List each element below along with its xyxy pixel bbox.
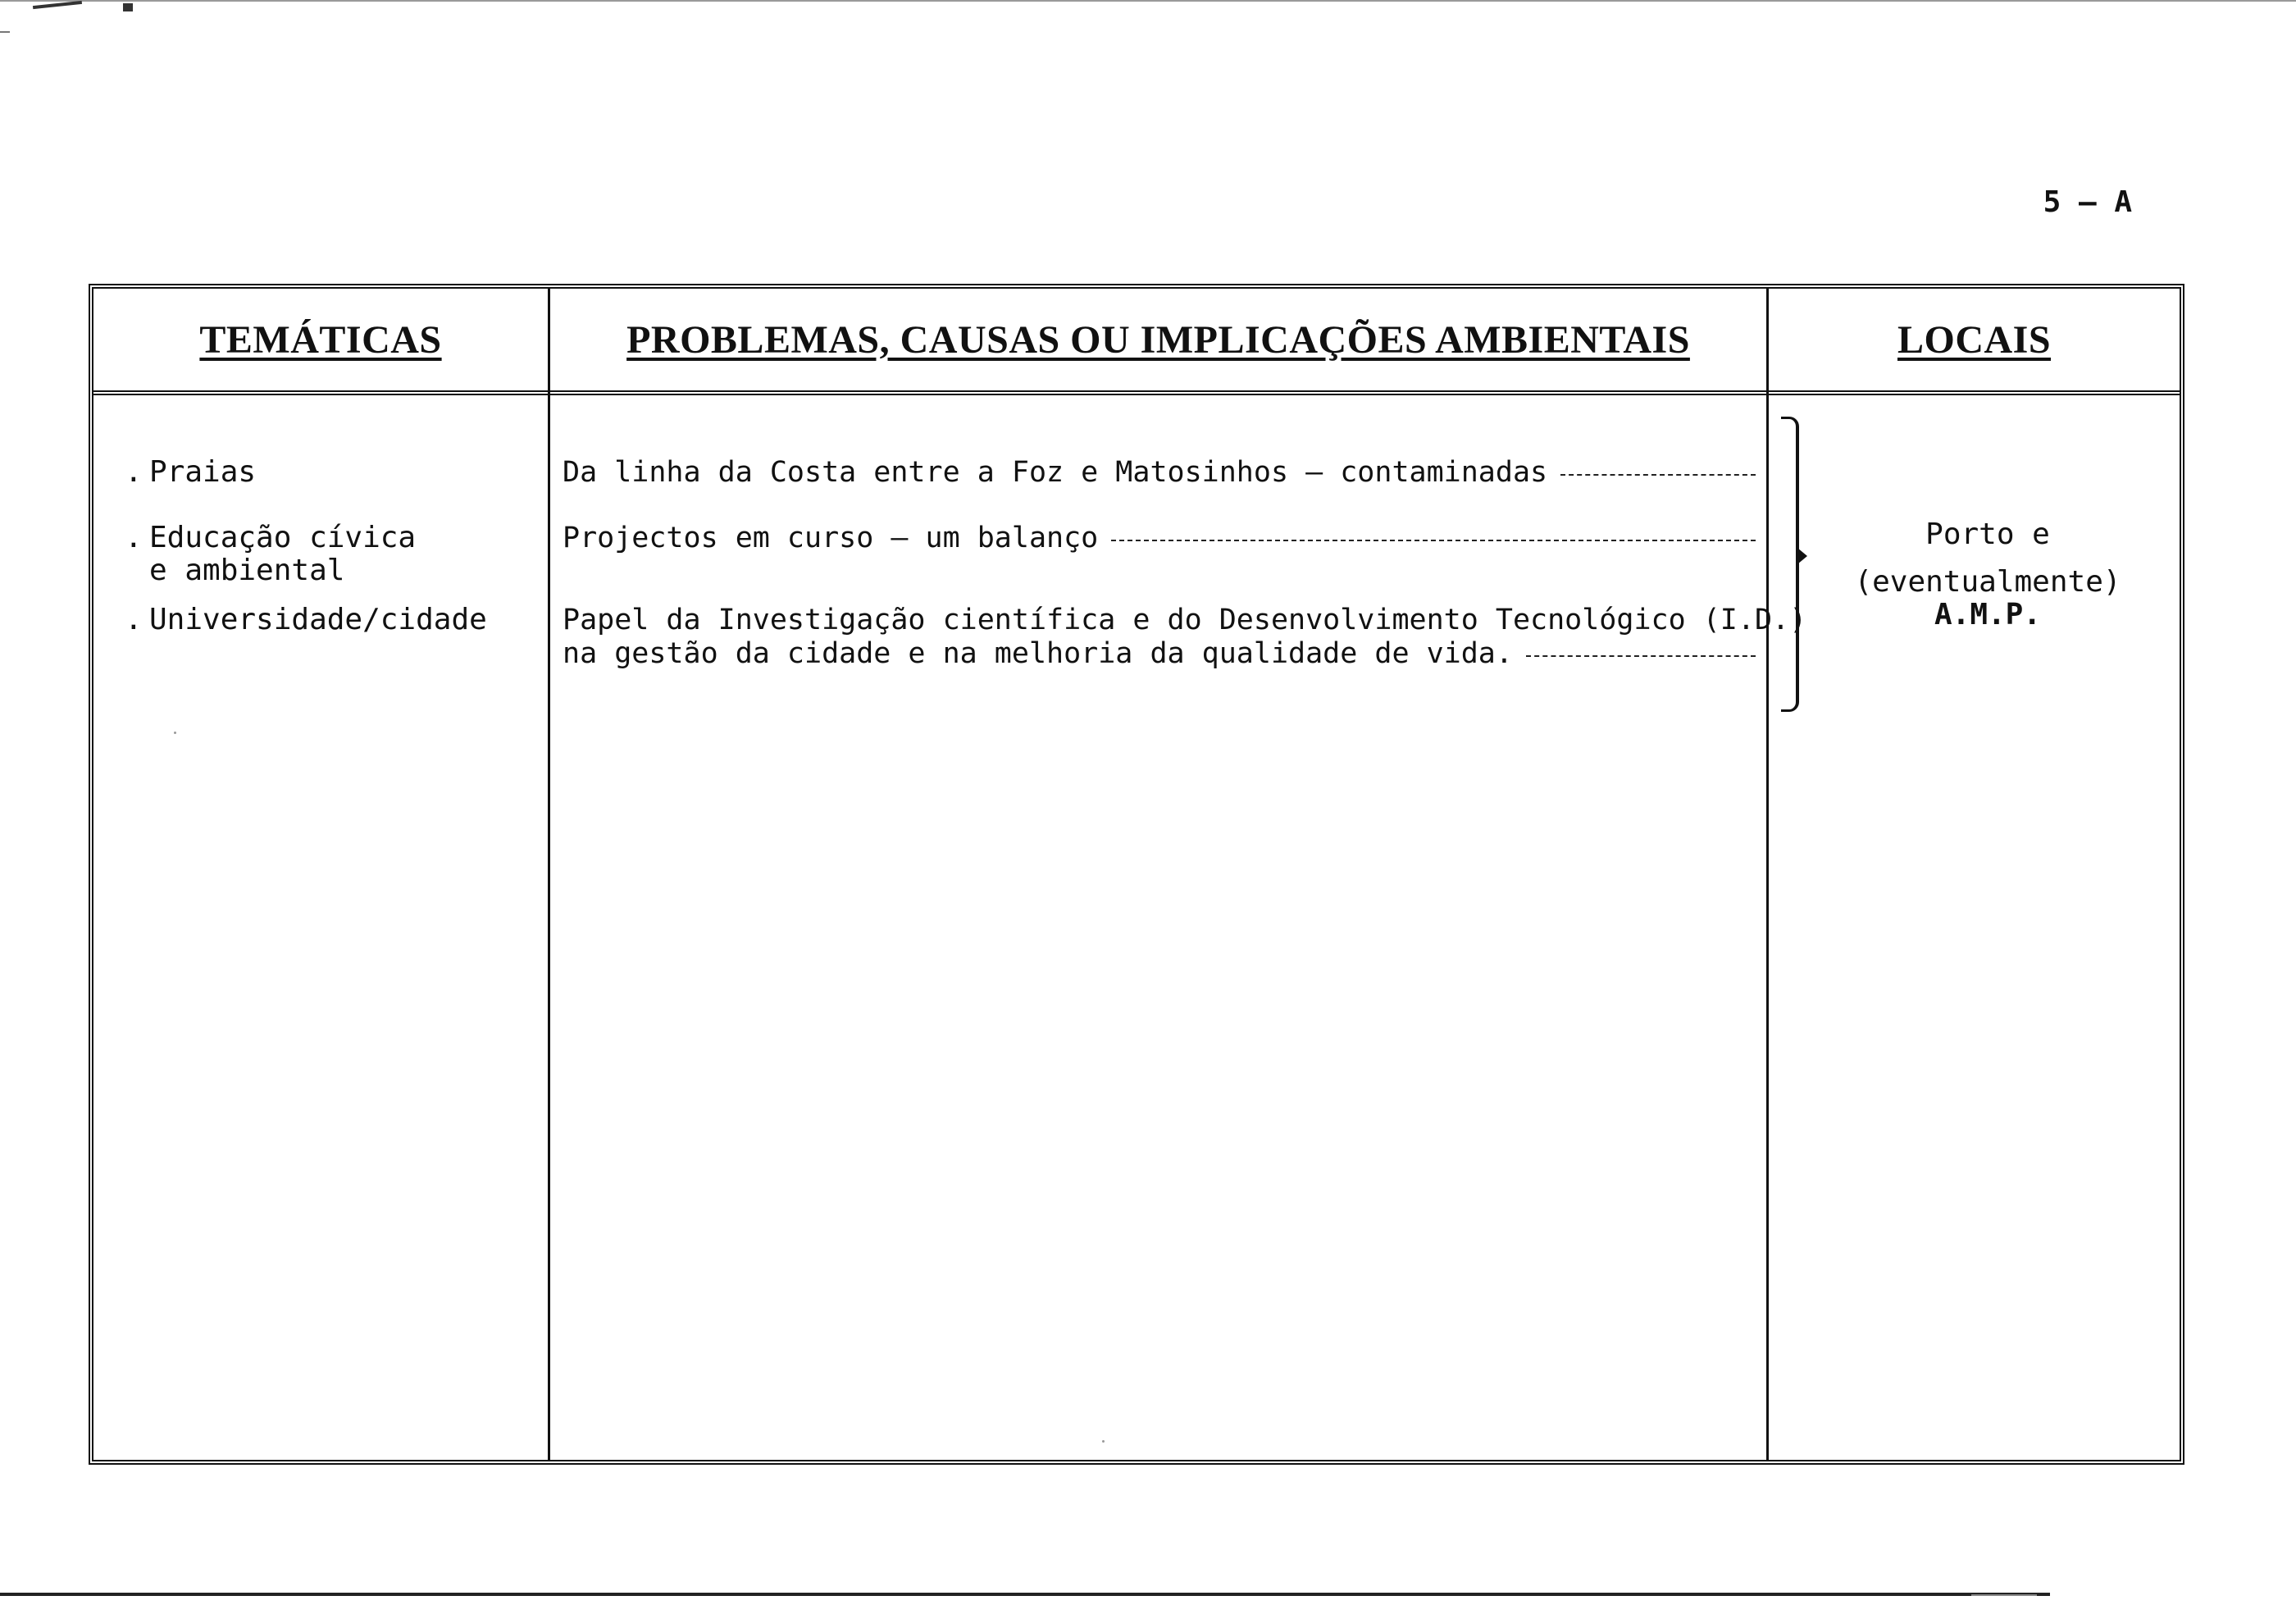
problem-item [563, 456, 1756, 490]
problem-text: Da linha da Costa entre a Foz e Matosinhos – contaminadas [563, 456, 1548, 489]
page-number: 5 – A [2043, 185, 2132, 219]
locais-cell [1807, 518, 2168, 631]
problem-text: Projectos em curso – um balanço [563, 522, 1099, 554]
dash-leader [1560, 474, 1756, 476]
bullet: . [125, 603, 143, 636]
locais-line: (eventualmente) [1854, 565, 2121, 599]
scan-artifact-tick [1971, 1594, 2037, 1596]
scan-artifact-mark [33, 1, 82, 9]
dash-leader [1526, 655, 1756, 657]
header-problemas: PROBLEMAS, CAUSAS OU IMPLICAÇÕES AMBIENTAIS [626, 317, 1690, 362]
grouping-brace-point [1797, 548, 1807, 564]
theme-label: Educação cívica e ambiental [149, 521, 417, 587]
bullet: . [125, 455, 143, 489]
theme-item [125, 522, 420, 587]
problem-text: Papel da Investigação científica e do Desenvolvimento Tecnológico (I.D.) [563, 604, 1807, 636]
scan-artifact-mark [123, 3, 133, 11]
theme-label: Praias [149, 455, 257, 489]
problem-item [563, 604, 1807, 671]
scan-speck [174, 732, 176, 734]
problem-item [563, 522, 1756, 555]
column-divider [1766, 289, 1769, 1460]
theme-item [125, 456, 526, 489]
scan-speck [1102, 1440, 1105, 1443]
locais-line: Porto e [1925, 517, 2050, 551]
column-divider [548, 289, 550, 1460]
grouping-brace [1781, 417, 1799, 712]
header-rule [93, 390, 2180, 395]
scan-top-edge [0, 0, 2296, 2]
dash-leader [1111, 540, 1756, 541]
bullet: . [125, 521, 143, 554]
locais-line: A.M.P. [1934, 598, 2042, 631]
themes-table [89, 284, 2184, 1465]
bottom-rule [0, 1593, 2050, 1596]
problem-text: na gestão da cidade e na melhoria da qualidade de vida. [563, 637, 1513, 670]
header-tematicas: TEMÁTICAS [199, 317, 442, 362]
theme-label: Universidade/cidade [149, 603, 487, 636]
header-locais: LOCAIS [1897, 317, 2052, 362]
theme-item [125, 604, 526, 636]
scan-artifact-tick [0, 31, 10, 33]
